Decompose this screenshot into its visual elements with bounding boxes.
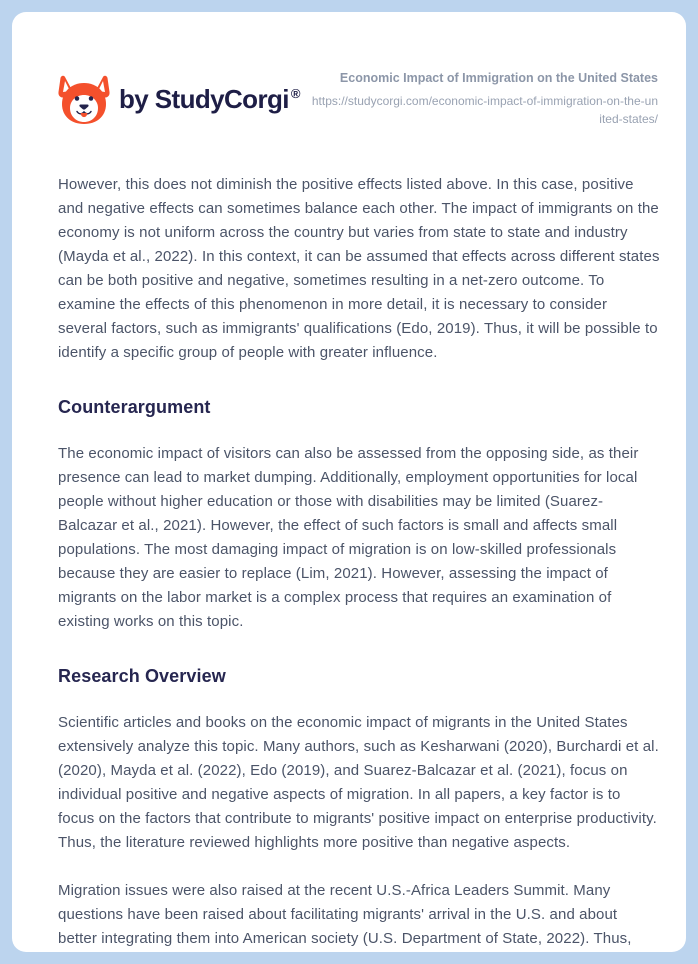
registered-mark: ® — [290, 86, 300, 102]
paragraph: Scientific articles and books on the economic impact of migrants in the United States extensively analyze this topic. Many authors, such as Kesharwani (2020), Burchardi et al. (2020), Mayda et al. (2022), Edo (2019), and Suarez-Balcazar et al. (2021), focus on individual positive and negative aspects of migration. In all papers, a key factor is to focus on the factors that contribute to migrants' positive impact on enterprise productivity. Thus, the literature reviewed highlights more positive than negative aspects. — [58, 714, 659, 852]
paragraph: Migration issues were also raised at the recent U.S.-Africa Leaders Summit. Many questions have been raised about facilitating migrants' arrival in the U.S. and about better integrating them into American society (U.S. Department of State, 2022). Thus, — [58, 882, 632, 948]
document-meta — [310, 70, 658, 129]
section-heading-counterargument: Counterargument — [58, 397, 211, 418]
document-header — [58, 70, 658, 129]
corgi-logo-icon — [58, 75, 110, 125]
document-card — [12, 12, 686, 952]
section-heading-research-overview: Research Overview — [58, 666, 226, 687]
document-url-link[interactable]: https://studycorgi.com/economic-impact-of-immigration-on-the-united-states/ — [311, 93, 658, 127]
brand-wordmark — [119, 84, 300, 115]
paragraph: However, this does not diminish the positive effects listed above. In this case, positive and negative effects can sometimes balance each other. The impact of immigrants on the economy is not uniform across the country but varies from state to state and industry (Mayda et al., 2022). In this context, it can be assumed that effects across different states can be both positive and negative, sometimes resulting in a net-zero outcome. To examine the effects of this phenomenon in more detail, it is necessary to consider several factors, such as immigrants' qualifications (Edo, 2019). Thus, it will be possible to identify a specific group of people with greater influence. — [58, 176, 660, 362]
document-title: Economic Impact of Immigration on the United States — [339, 71, 658, 85]
article-body — [58, 173, 660, 951]
brand-wordmark-text: by StudyCorgi — [119, 84, 289, 115]
brand — [58, 75, 300, 125]
paragraph: The economic impact of visitors can also be assessed from the opposing side, as their presence can lead to market dumping. Additionally, employment opportunities for local people without higher education or those with disabilities may be limited (Suarez-Balcazar et al., 2021). However, the effect of such factors is small and affects small populations. The most damaging impact of migration is on low-skilled professionals because they are easier to replace (Lim, 2021). However, assessing the impact of migrants on the labor market is a complex process that requires an examination of existing works on this topic. — [58, 445, 639, 631]
